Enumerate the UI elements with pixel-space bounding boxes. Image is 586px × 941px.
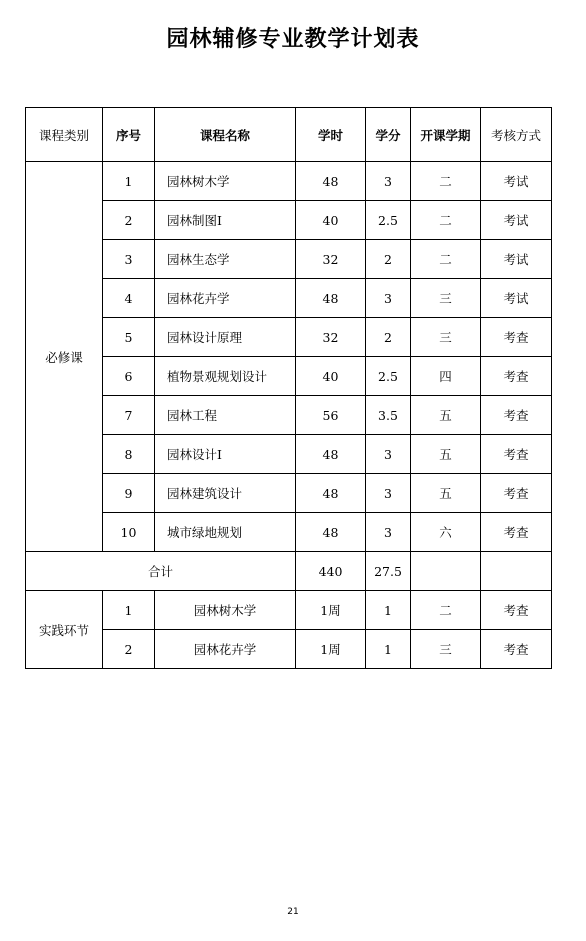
row-number: 7 <box>103 396 155 435</box>
row-course-name: 园林生态学 <box>155 240 296 279</box>
row-course-name: 园林树木学 <box>155 162 296 201</box>
row-assessment: 考查 <box>481 630 552 669</box>
table-row <box>26 435 552 474</box>
total-credits: 27.5 <box>366 552 411 591</box>
row-hours: 48 <box>296 513 366 552</box>
row-hours: 48 <box>296 474 366 513</box>
row-number: 5 <box>103 318 155 357</box>
row-course-name: 园林花卉学 <box>155 630 296 669</box>
row-course-name: 园林设计Ⅰ <box>155 435 296 474</box>
row-number: 4 <box>103 279 155 318</box>
row-semester: 三 <box>411 318 481 357</box>
page-title: 园林辅修专业教学计划表 <box>166 27 420 52</box>
row-assessment: 考查 <box>481 474 552 513</box>
table-row <box>26 474 552 513</box>
row-course-name: 园林树木学 <box>155 591 296 630</box>
row-assessment: 考查 <box>481 435 552 474</box>
row-number: 10 <box>103 513 155 552</box>
row-number: 3 <box>103 240 155 279</box>
table-row <box>26 318 552 357</box>
table-row <box>26 357 552 396</box>
row-semester: 四 <box>411 357 481 396</box>
row-number: 2 <box>103 630 155 669</box>
required-category-cell: 必修课 <box>26 162 103 552</box>
row-assessment: 考试 <box>481 240 552 279</box>
row-assessment: 考查 <box>481 513 552 552</box>
row-semester: 五 <box>411 474 481 513</box>
row-credits: 3 <box>366 513 411 552</box>
row-credits: 1 <box>366 630 411 669</box>
row-hours: 32 <box>296 318 366 357</box>
row-number: 6 <box>103 357 155 396</box>
row-number: 1 <box>103 162 155 201</box>
row-credits: 2.5 <box>366 357 411 396</box>
row-assessment: 考查 <box>481 318 552 357</box>
row-course-name: 园林制图Ⅰ <box>155 201 296 240</box>
row-semester: 三 <box>411 630 481 669</box>
total-label: 合计 <box>26 552 296 591</box>
table-row <box>26 396 552 435</box>
row-number: 1 <box>103 591 155 630</box>
row-assessment: 考查 <box>481 396 552 435</box>
row-course-name: 园林建筑设计 <box>155 474 296 513</box>
row-credits: 3 <box>366 435 411 474</box>
row-hours: 48 <box>296 279 366 318</box>
row-credits: 2 <box>366 240 411 279</box>
row-credits: 3 <box>366 279 411 318</box>
row-credits: 2.5 <box>366 201 411 240</box>
row-semester: 六 <box>411 513 481 552</box>
table-row <box>26 513 552 552</box>
row-semester: 三 <box>411 279 481 318</box>
row-semester: 五 <box>411 396 481 435</box>
table-row <box>26 240 552 279</box>
row-credits: 2 <box>366 318 411 357</box>
table-row <box>26 591 552 630</box>
row-assessment: 考试 <box>481 201 552 240</box>
row-number: 2 <box>103 201 155 240</box>
row-semester: 二 <box>411 201 481 240</box>
row-credits: 3 <box>366 162 411 201</box>
row-assessment: 考试 <box>481 162 552 201</box>
row-course-name: 城市绿地规划 <box>155 513 296 552</box>
row-hours: 40 <box>296 201 366 240</box>
row-course-name: 园林设计原理 <box>155 318 296 357</box>
row-course-name: 植物景观规划设计 <box>155 357 296 396</box>
row-number: 9 <box>103 474 155 513</box>
table-row <box>26 201 552 240</box>
header-category: 课程类别 <box>26 108 103 162</box>
row-semester: 五 <box>411 435 481 474</box>
row-course-name: 园林工程 <box>155 396 296 435</box>
row-number: 8 <box>103 435 155 474</box>
row-assessment: 考试 <box>481 279 552 318</box>
row-semester: 二 <box>411 591 481 630</box>
total-hours: 440 <box>296 552 366 591</box>
header-number: 序号 <box>103 108 155 162</box>
practice-category-cell: 实践环节 <box>26 591 103 669</box>
row-credits: 3.5 <box>366 396 411 435</box>
row-credits: 3 <box>366 474 411 513</box>
header-course-name: 课程名称 <box>155 108 296 162</box>
header-assessment: 考核方式 <box>481 108 552 162</box>
table-header-row <box>26 108 552 162</box>
row-hours: 48 <box>296 435 366 474</box>
total-assessment-empty <box>481 552 552 591</box>
row-credits: 1 <box>366 591 411 630</box>
teaching-plan-table <box>25 107 552 669</box>
row-hours: 1周 <box>296 630 366 669</box>
row-hours: 40 <box>296 357 366 396</box>
page-number: 21 <box>287 907 299 917</box>
row-hours: 32 <box>296 240 366 279</box>
row-hours: 48 <box>296 162 366 201</box>
header-semester: 开课学期 <box>411 108 481 162</box>
row-course-name: 园林花卉学 <box>155 279 296 318</box>
row-assessment: 考查 <box>481 357 552 396</box>
row-semester: 二 <box>411 240 481 279</box>
row-hours: 56 <box>296 396 366 435</box>
total-row <box>26 552 552 591</box>
row-hours: 1周 <box>296 591 366 630</box>
table-row <box>26 279 552 318</box>
total-semester-empty <box>411 552 481 591</box>
header-credits: 学分 <box>366 108 411 162</box>
table-row <box>26 630 552 669</box>
header-hours: 学时 <box>296 108 366 162</box>
row-semester: 二 <box>411 162 481 201</box>
row-assessment: 考查 <box>481 591 552 630</box>
table-row <box>26 162 552 201</box>
